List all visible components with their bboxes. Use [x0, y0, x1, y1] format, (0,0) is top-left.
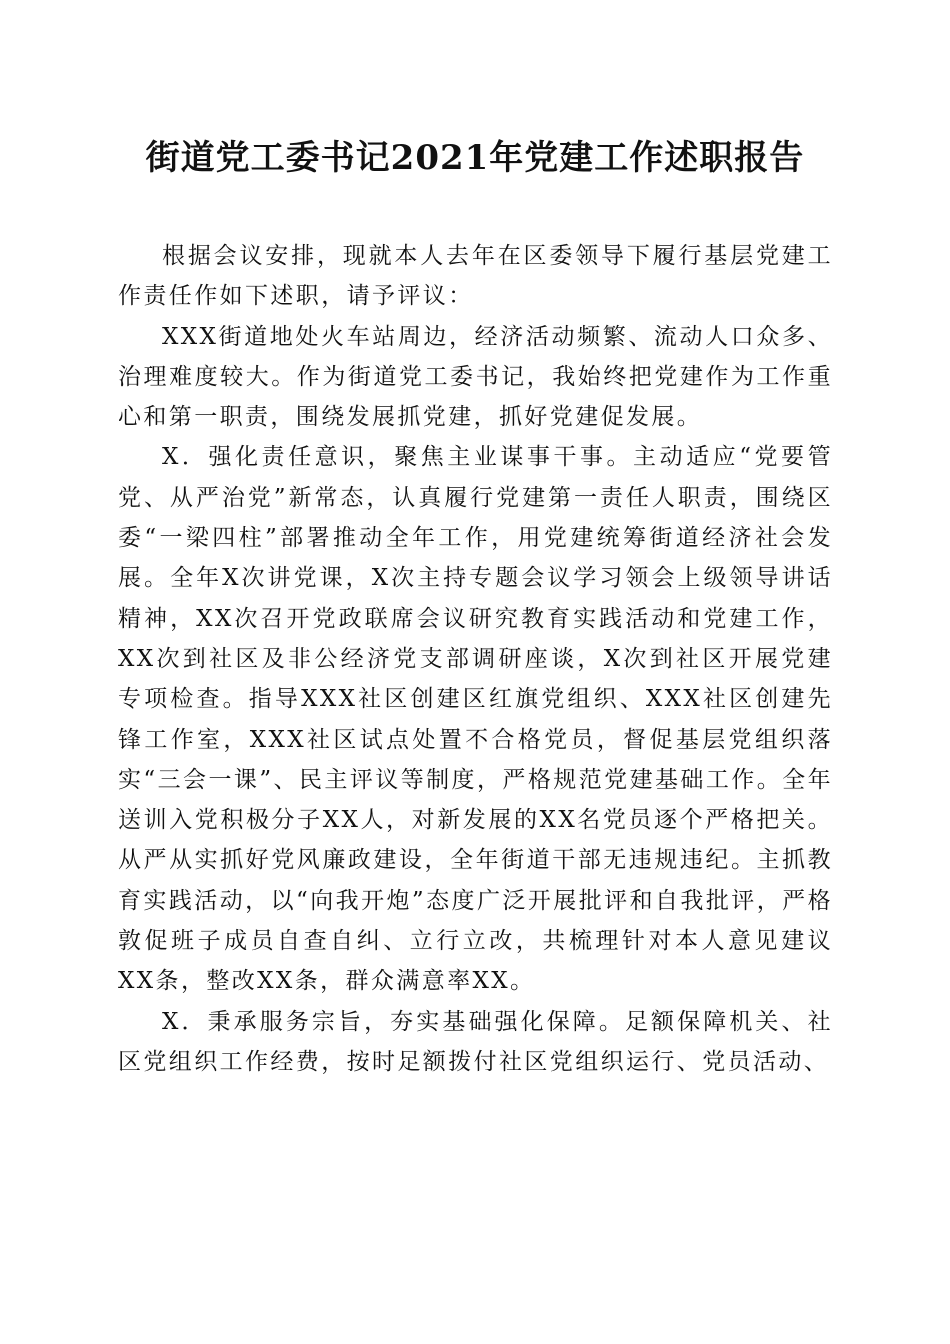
- paragraph-intro: 根据会议安排，现就本人去年在区委领导下履行基层党建工作责任作如下述职，请予评议：: [118, 243, 833, 310]
- paragraph-service: X．秉承服务宗旨，夯实基础强化保障。足额保障机关、社区党组织工作经费，按时足额拨付社区党组织运行、党员活动、: [118, 1008, 833, 1075]
- paragraph-background: XXX街道地处火车站周边，经济活动频繁、流动人口众多、治理难度较大。作为街道党工委书记，我始终把党建作为工作重心和第一职责，围绕发展抓党建，抓好党建促发展。: [118, 323, 833, 431]
- document-body: [118, 236, 833, 1082]
- document-title: 街道党工委书记2021年党建工作述职报告: [145, 138, 805, 178]
- paragraph-responsibility: X．强化责任意识，聚焦主业谋事干事。主动适应“党要管党、从严治党”新常态，认真履行党建第一责任人职责，围绕区委“一梁四柱”部署推动全年工作，用党建统筹街道经济社会发展。全年X次讲党课，X次主持专题会议学习领会上级领导讲话精神，XX次召开党政联席会议研究教育实践活动和党建工作，XX次到社区及非公经济党支部调研座谈，X次到社区开展党建专项检查。指导XXX社区创建区红旗党组织、XXX社区创建先锋工作室，XXX社区试点处置不合格党员，督促基层党组织落实“三会一课”、民主评议等制度，严格规范党建基础工作。全年送训入党积极分子XX人，对新发展的XX名党员逐个严格把关。从严从实抓好党风廉政建设，全年街道干部无违规违纪。主抓教育实践活动，以“向我开炮”态度广泛开展批评和自我批评，严格敦促班子成员自查自纠、立行立改，共梳理针对本人意见建议XX条，整改XX条，群众满意率XX。: [118, 444, 833, 995]
